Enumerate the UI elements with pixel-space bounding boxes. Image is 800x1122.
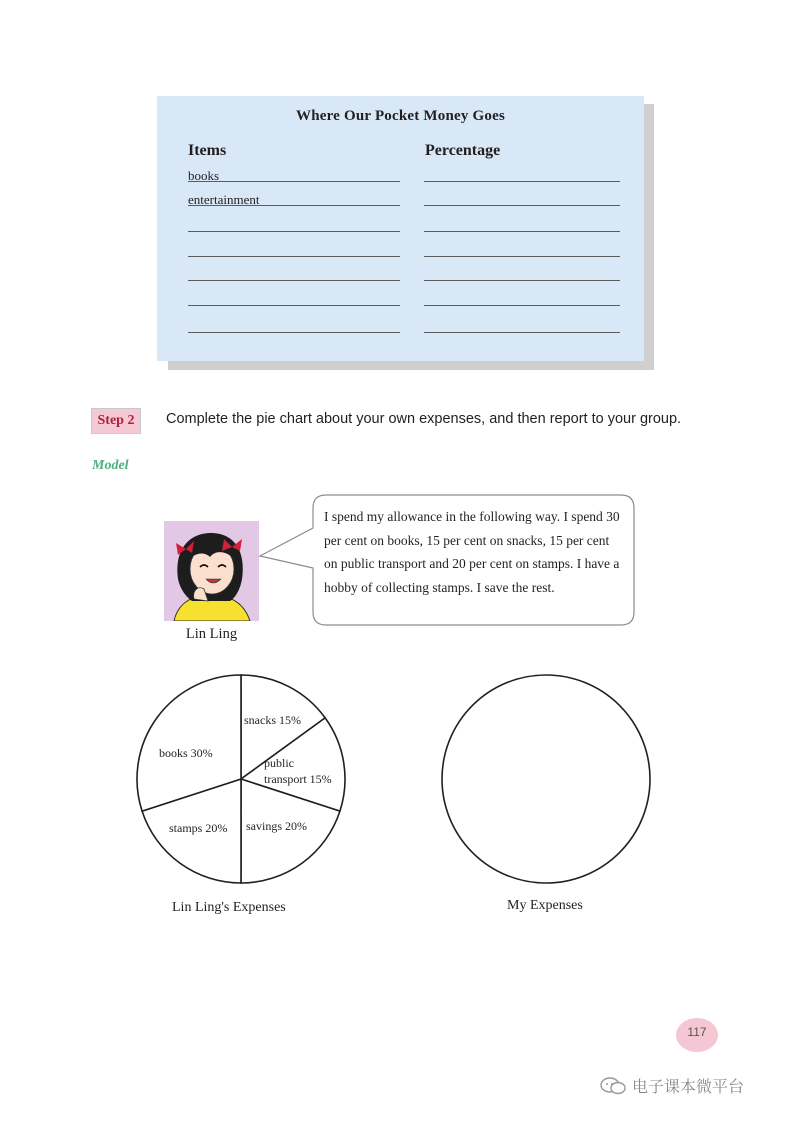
- table-row-item: entertainment: [188, 192, 260, 207]
- girl-illustration-icon: [164, 521, 259, 621]
- lin-ling-pie-chart: [130, 668, 360, 890]
- lin-ling-avatar: [164, 521, 259, 621]
- percentage-blank-line: [424, 280, 620, 281]
- pie-label-books: books 30%: [159, 746, 213, 760]
- item-blank-line: [188, 205, 400, 206]
- pie-label-public: public: [264, 756, 294, 770]
- page-number: 117: [687, 1025, 707, 1039]
- pie-label-savings: savings 20%: [246, 819, 307, 833]
- percentage-blank-line: [424, 305, 620, 306]
- empty-pie-circle[interactable]: [442, 675, 650, 883]
- model-label: Model: [92, 458, 129, 473]
- pocket-money-table-card: [157, 96, 644, 361]
- step-badge: Step 2: [91, 408, 141, 434]
- watermark: [600, 1074, 744, 1097]
- pie-label-transport: transport 15%: [264, 772, 332, 786]
- percentage-header: Percentage: [425, 142, 501, 159]
- percentage-blank-line: [424, 205, 620, 206]
- wechat-icon: [600, 1076, 626, 1096]
- item-blank-line: [188, 332, 400, 333]
- character-name: Lin Ling: [185, 626, 238, 642]
- my-chart-caption: My Expenses: [507, 898, 583, 913]
- percentage-blank-line: [424, 256, 620, 257]
- item-blank-line: [188, 231, 400, 232]
- percentage-blank-line: [424, 231, 620, 232]
- item-blank-line: [188, 280, 400, 281]
- item-blank-line: [188, 305, 400, 306]
- watermark-text: 电子课本微平台: [632, 1077, 745, 1096]
- my-expenses-pie-chart[interactable]: [435, 668, 657, 890]
- percentage-blank-line: [424, 181, 620, 182]
- step-instruction: Complete the pie chart about your own expenses, and then report to your group.: [166, 411, 682, 427]
- table-row-item: books: [188, 168, 220, 183]
- pie-label-snacks: snacks 15%: [244, 713, 301, 727]
- table-title: Where Our Pocket Money Goes: [296, 108, 505, 124]
- item-blank-line: [188, 181, 400, 182]
- items-header: Items: [188, 142, 227, 159]
- lin-ling-chart-caption: Lin Ling's Expenses: [172, 900, 286, 915]
- pie-label-stamps: stamps 20%: [169, 821, 228, 835]
- percentage-blank-line: [424, 332, 620, 333]
- speech-text: I spend my allowance in the following way. I spend 30 per cent on books, 15 per cent on snacks, 15 per cent on public transport and 20 per cent on stamps. I have a hobby of collecting stamps. I save the rest.: [324, 509, 620, 595]
- item-blank-line: [188, 256, 400, 257]
